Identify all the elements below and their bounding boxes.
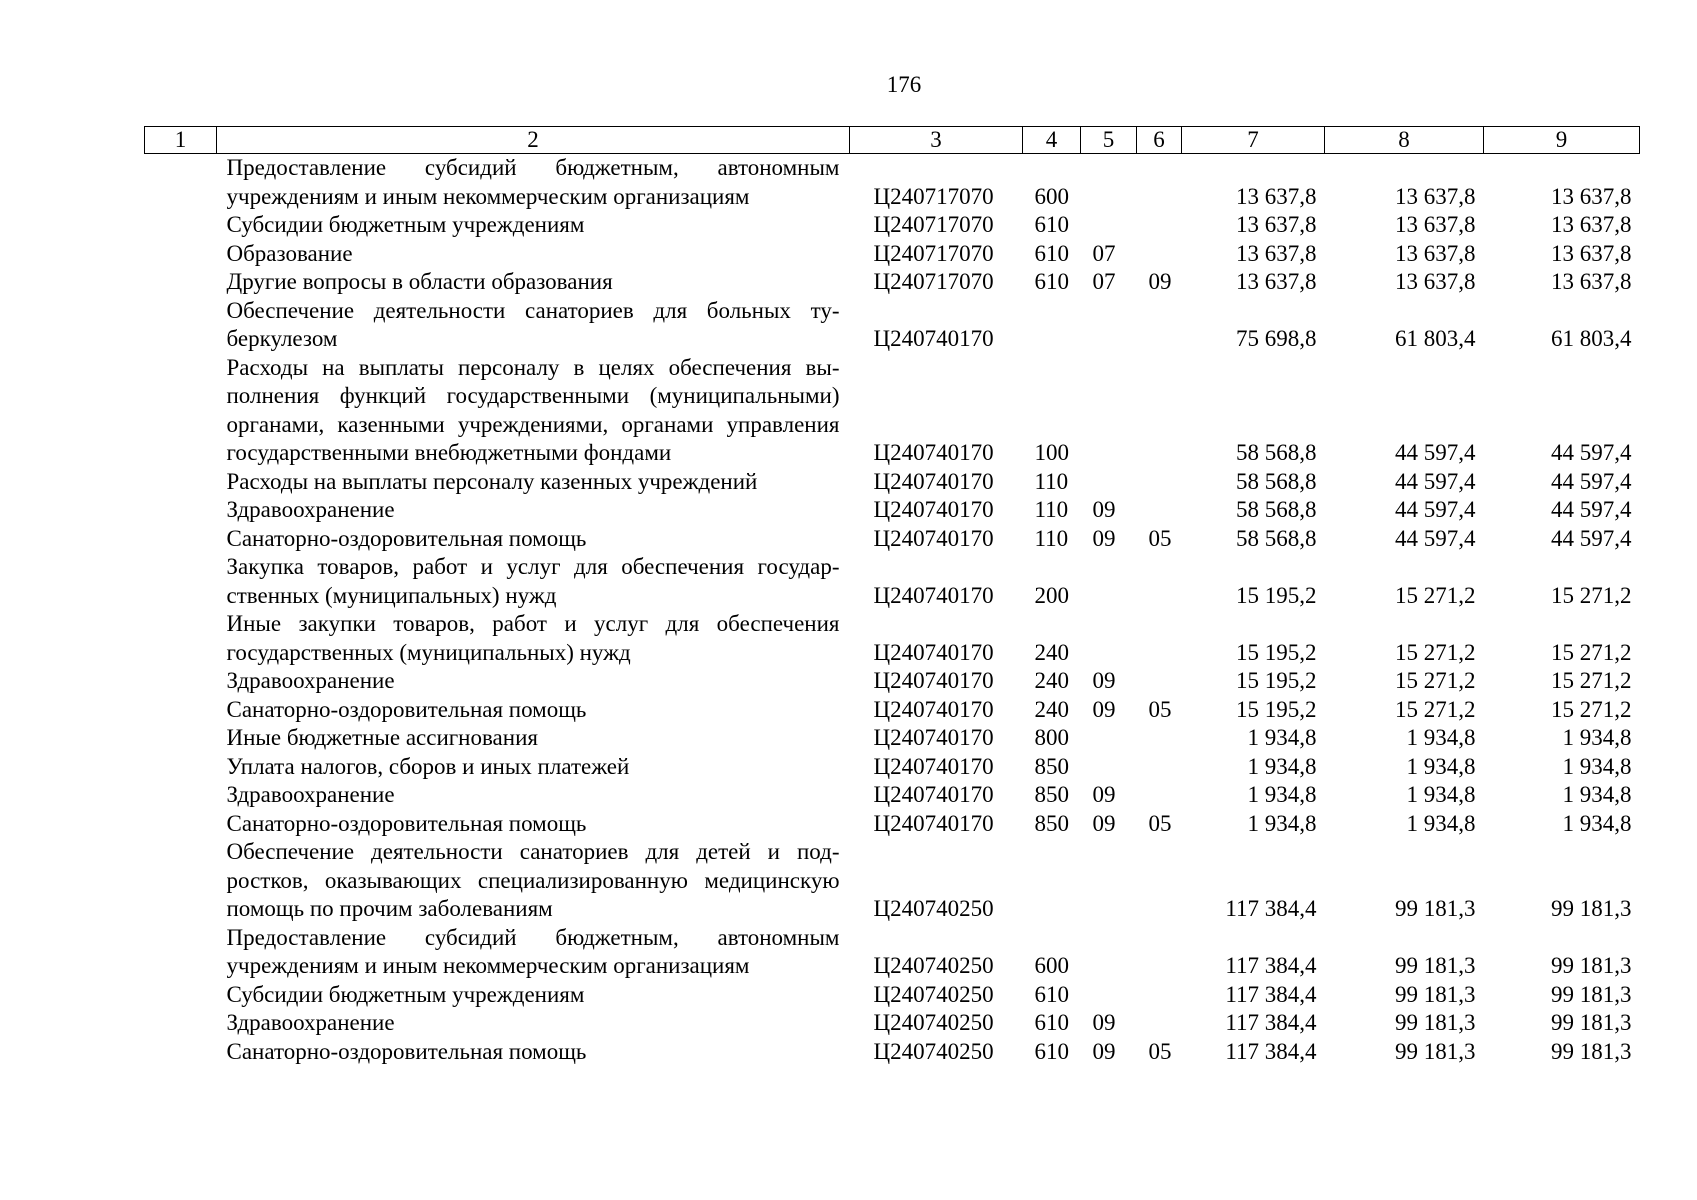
amount-col9-cell: 1 934,8: [1562, 753, 1632, 779]
expense-type-cell: 600: [1034, 183, 1069, 209]
table-row: [145, 810, 1640, 839]
header-cell: 1: [145, 127, 217, 154]
target-code-cell: Ц240717070: [873, 240, 994, 266]
amount-col7-cell: 13 637,8: [1236, 212, 1317, 237]
target-code-cell: Ц240740170: [873, 810, 994, 836]
subsection-cell: [1137, 240, 1182, 269]
amount-col8-cell: 1 934,8: [1406, 782, 1476, 807]
item-name-cell: Здравоохранение: [226, 497, 395, 522]
amount-col8-cell: 61 803,4: [1395, 326, 1476, 351]
section-cell: [1081, 753, 1137, 782]
target-code-cell: Ц240740250: [873, 896, 994, 921]
table-row: [145, 240, 1640, 269]
item-name-cell: Уплата налогов, сборов и иных платежей: [226, 753, 630, 779]
subsection-cell: [1137, 354, 1182, 468]
row-number-cell: [145, 1009, 217, 1038]
target-code-cell: Ц240740250: [873, 953, 994, 978]
expense-type-cell: 600: [1034, 953, 1069, 978]
item-name-cell: Расходы на выплаты персоналу казенных учреждений: [226, 468, 758, 494]
row-number-cell: [145, 553, 217, 610]
target-code-cell: Ц240717070: [873, 212, 994, 237]
amount-col8-cell: 99 181,3: [1395, 981, 1476, 1007]
amount-col7-cell: 1 934,8: [1247, 725, 1317, 750]
amount-col8-cell: 13 637,8: [1395, 240, 1476, 266]
expense-type-cell: 850: [1034, 753, 1069, 779]
amount-col9-cell: 99 181,3: [1551, 981, 1632, 1007]
expense-type-cell: 800: [1034, 725, 1069, 750]
item-name-cell: Субсидии бюджетным учреждениям: [226, 212, 585, 237]
row-number-cell: [145, 268, 217, 297]
section-cell: [1081, 981, 1137, 1010]
row-number-cell: [145, 753, 217, 782]
amount-col8-cell: 1 934,8: [1406, 810, 1476, 836]
section-cell: 09: [1092, 1010, 1116, 1035]
amount-col9-cell: 13 637,8: [1551, 183, 1632, 209]
item-name-cell: Субсидии бюджетным учреждениям: [226, 981, 585, 1007]
table-row: [145, 268, 1640, 297]
amount-col8-cell: 99 181,3: [1395, 1038, 1476, 1064]
table-row: [145, 1038, 1640, 1067]
expense-type-cell: 200: [1034, 582, 1069, 608]
amount-col7-cell: 117 384,4: [1225, 896, 1317, 921]
item-name-cell: Обеспечение деятельности санаториев для детей и подростков, оказывающих специализированную медицинскую помощь по прочим заболеваниям: [226, 839, 840, 921]
amount-col9-cell: 1 934,8: [1562, 810, 1632, 836]
subsection-cell: 05: [1148, 810, 1172, 836]
amount-col8-cell: 13 637,8: [1395, 212, 1476, 237]
row-number-cell: [145, 810, 217, 839]
header-cell: 4: [1023, 127, 1081, 154]
subsection-cell: 05: [1148, 1038, 1172, 1064]
section-cell: 09: [1092, 696, 1116, 722]
amount-col8-cell: 13 637,8: [1395, 269, 1476, 294]
table-row: [145, 667, 1640, 696]
target-code-cell: Ц240740170: [873, 582, 994, 608]
item-name-cell: Санаторно-оздоровительная помощь: [226, 525, 587, 551]
section-cell: 09: [1092, 810, 1116, 836]
amount-col8-cell: 44 597,4: [1395, 525, 1476, 551]
table-row: [145, 525, 1640, 554]
table-row: [145, 838, 1640, 924]
amount-col9-cell: 15 271,2: [1551, 696, 1632, 722]
target-code-cell: Ц240740170: [873, 326, 994, 351]
row-number-cell: [145, 924, 217, 981]
amount-col9-cell: 44 597,4: [1551, 468, 1632, 494]
section-cell: 09: [1092, 668, 1116, 693]
item-name-cell: Здравоохранение: [226, 1010, 395, 1035]
target-code-cell: Ц240740170: [873, 440, 994, 465]
section-cell: [1081, 297, 1137, 354]
subsection-cell: [1137, 553, 1182, 610]
section-cell: [1081, 468, 1137, 497]
budget-table: [144, 126, 1640, 1066]
header-cell: 8: [1325, 127, 1484, 154]
target-code-cell: Ц240740250: [873, 1038, 994, 1064]
subsection-cell: [1137, 781, 1182, 810]
item-name-cell: Санаторно-оздоровительная помощь: [226, 1038, 587, 1064]
amount-col7-cell: 58 568,8: [1236, 440, 1317, 465]
section-cell: [1081, 154, 1137, 212]
target-code-cell: Ц240740170: [873, 497, 994, 522]
item-name-cell: Расходы на выплаты персоналу в целях обеспечения выполнения функций государственными (муниципальными) органами, казенными учреждениями, органами управления государственными внебюджетными фондами: [226, 354, 840, 465]
subsection-cell: [1137, 496, 1182, 525]
amount-col9-cell: 15 271,2: [1551, 582, 1632, 608]
item-name-cell: Предоставление субсидий бюджетным, автономным учреждениям и иным некоммерческим организациям: [226, 155, 840, 209]
amount-col7-cell: 117 384,4: [1225, 981, 1317, 1007]
row-number-cell: [145, 696, 217, 725]
header-cell: 6: [1137, 127, 1182, 154]
amount-col8-cell: 44 597,4: [1395, 440, 1476, 465]
table-row: [145, 468, 1640, 497]
item-name-cell: Образование: [226, 240, 353, 266]
header-cell: 9: [1484, 127, 1640, 154]
subsection-cell: [1137, 753, 1182, 782]
table-row: [145, 781, 1640, 810]
amount-col9-cell: 99 181,3: [1551, 896, 1632, 921]
subsection-cell: 05: [1148, 525, 1172, 551]
expense-type-cell: 240: [1034, 696, 1069, 722]
table-row: [145, 297, 1640, 354]
header-cell: 3: [850, 127, 1023, 154]
amount-col9-cell: 13 637,8: [1551, 212, 1632, 237]
amount-col7-cell: 13 637,8: [1236, 269, 1317, 294]
row-number-cell: [145, 724, 217, 753]
expense-type-cell: 110: [1034, 525, 1069, 551]
amount-col8-cell: 15 271,2: [1395, 696, 1476, 722]
table-row: [145, 724, 1640, 753]
item-name-cell: Предоставление субсидий бюджетным, автономным учреждениям и иным некоммерческим организациям: [226, 924, 840, 978]
row-number-cell: [145, 297, 217, 354]
target-code-cell: Ц240740170: [873, 525, 994, 551]
section-cell: [1081, 354, 1137, 468]
target-code-cell: Ц240740170: [873, 639, 994, 665]
row-number-cell: [145, 240, 217, 269]
subsection-cell: [1137, 211, 1182, 240]
row-number-cell: [145, 838, 217, 924]
target-code-cell: Ц240740250: [873, 1010, 994, 1035]
amount-col9-cell: 99 181,3: [1551, 1038, 1632, 1064]
column-number-header: [145, 127, 1640, 154]
table-row: [145, 154, 1640, 212]
amount-col7-cell: 15 195,2: [1236, 668, 1317, 693]
subsection-cell: [1137, 724, 1182, 753]
amount-col7-cell: 1 934,8: [1247, 810, 1317, 836]
subsection-cell: [1137, 610, 1182, 667]
row-number-cell: [145, 781, 217, 810]
section-cell: 07: [1092, 269, 1116, 294]
amount-col9-cell: 99 181,3: [1551, 953, 1632, 978]
subsection-cell: [1137, 297, 1182, 354]
amount-col8-cell: 13 637,8: [1395, 183, 1476, 209]
expense-type-cell: [1023, 838, 1081, 924]
table-row: [145, 924, 1640, 981]
table-row: [145, 981, 1640, 1010]
amount-col7-cell: 1 934,8: [1247, 753, 1317, 779]
expense-type-cell: [1023, 297, 1081, 354]
expense-type-cell: 610: [1034, 212, 1069, 237]
section-cell: [1081, 924, 1137, 981]
amount-col7-cell: 15 195,2: [1236, 639, 1317, 665]
section-cell: [1081, 610, 1137, 667]
target-code-cell: Ц240740170: [873, 782, 994, 807]
expense-type-cell: 850: [1034, 782, 1069, 807]
subsection-cell: [1137, 838, 1182, 924]
section-cell: [1081, 211, 1137, 240]
amount-col7-cell: 1 934,8: [1247, 782, 1317, 807]
table-row: [145, 496, 1640, 525]
row-number-cell: [145, 525, 217, 554]
amount-col9-cell: 15 271,2: [1551, 668, 1632, 693]
amount-col9-cell: 61 803,4: [1551, 326, 1632, 351]
subsection-cell: [1137, 468, 1182, 497]
section-cell: 09: [1092, 1038, 1116, 1064]
amount-col8-cell: 1 934,8: [1406, 725, 1476, 750]
target-code-cell: Ц240740170: [873, 725, 994, 750]
amount-col8-cell: 1 934,8: [1406, 753, 1476, 779]
table-row: [145, 553, 1640, 610]
amount-col7-cell: 117 384,4: [1225, 1010, 1317, 1035]
subsection-cell: [1137, 1009, 1182, 1038]
amount-col8-cell: 99 181,3: [1395, 1010, 1476, 1035]
table-body: [145, 154, 1640, 1067]
expense-type-cell: 610: [1034, 269, 1069, 294]
expense-type-cell: 610: [1034, 240, 1069, 266]
item-name-cell: Иные бюджетные ассигнования: [226, 725, 538, 750]
amount-col8-cell: 15 271,2: [1395, 582, 1476, 608]
target-code-cell: Ц240740170: [873, 468, 994, 494]
row-number-cell: [145, 610, 217, 667]
row-number-cell: [145, 667, 217, 696]
item-name-cell: Обеспечение деятельности санаториев для больных туберкулезом: [226, 297, 840, 351]
section-cell: 07: [1092, 240, 1116, 266]
target-code-cell: Ц240717070: [873, 269, 994, 294]
amount-col9-cell: 44 597,4: [1551, 497, 1632, 522]
expense-type-cell: 240: [1034, 639, 1069, 665]
section-cell: 09: [1092, 497, 1116, 522]
header-cell: 2: [217, 127, 850, 154]
table-row: [145, 354, 1640, 468]
row-number-cell: [145, 1038, 217, 1067]
amount-col8-cell: 15 271,2: [1395, 639, 1476, 665]
subsection-cell: [1137, 924, 1182, 981]
amount-col9-cell: 13 637,8: [1551, 269, 1632, 294]
expense-type-cell: 610: [1034, 1038, 1069, 1064]
amount-col8-cell: 99 181,3: [1395, 896, 1476, 921]
amount-col7-cell: 117 384,4: [1225, 1038, 1317, 1064]
target-code-cell: Ц240740250: [873, 981, 994, 1007]
target-code-cell: Ц240717070: [873, 183, 994, 209]
table-row: [145, 753, 1640, 782]
amount-col8-cell: 15 271,2: [1395, 668, 1476, 693]
item-name-cell: Санаторно-оздоровительная помощь: [226, 696, 587, 722]
amount-col9-cell: 13 637,8: [1551, 240, 1632, 266]
section-cell: [1081, 724, 1137, 753]
section-cell: [1081, 838, 1137, 924]
expense-type-cell: 610: [1034, 981, 1069, 1007]
header-cell: 5: [1081, 127, 1137, 154]
amount-col9-cell: 44 597,4: [1551, 525, 1632, 551]
section-cell: [1081, 553, 1137, 610]
header-cell: 7: [1182, 127, 1325, 154]
section-cell: 09: [1092, 782, 1116, 807]
row-number-cell: [145, 981, 217, 1010]
amount-col9-cell: 44 597,4: [1551, 440, 1632, 465]
amount-col7-cell: 13 637,8: [1236, 183, 1317, 209]
target-code-cell: Ц240740170: [873, 668, 994, 693]
row-number-cell: [145, 468, 217, 497]
amount-col9-cell: 99 181,3: [1551, 1010, 1632, 1035]
amount-col9-cell: 15 271,2: [1551, 639, 1632, 665]
amount-col8-cell: 44 597,4: [1395, 497, 1476, 522]
row-number-cell: [145, 354, 217, 468]
amount-col7-cell: 58 568,8: [1236, 497, 1317, 522]
amount-col7-cell: 75 698,8: [1236, 326, 1317, 351]
amount-col7-cell: 15 195,2: [1236, 582, 1317, 608]
item-name-cell: Здравоохранение: [226, 782, 395, 807]
row-number-cell: [145, 211, 217, 240]
expense-type-cell: 850: [1034, 810, 1069, 836]
amount-col7-cell: 58 568,8: [1236, 468, 1317, 494]
expense-type-cell: 110: [1034, 468, 1069, 494]
expense-type-cell: 100: [1034, 440, 1069, 465]
amount-col7-cell: 13 637,8: [1236, 240, 1317, 266]
page-number: 176: [886, 72, 922, 97]
target-code-cell: Ц240740170: [873, 753, 994, 779]
amount-col9-cell: 1 934,8: [1562, 782, 1632, 807]
item-name-cell: Закупка товаров, работ и услуг для обеспечения государственных (муниципальных) нужд: [226, 554, 840, 608]
target-code-cell: Ц240740170: [873, 696, 994, 722]
item-name-cell: Санаторно-оздоровительная помощь: [226, 810, 587, 836]
subsection-cell: [1137, 154, 1182, 212]
table-row: [145, 1009, 1640, 1038]
amount-col7-cell: 58 568,8: [1236, 525, 1317, 551]
expense-type-cell: 610: [1034, 1010, 1069, 1035]
amount-col7-cell: 117 384,4: [1225, 953, 1317, 978]
table-row: [145, 610, 1640, 667]
item-name-cell: Здравоохранение: [226, 668, 395, 693]
expense-type-cell: 240: [1034, 668, 1069, 693]
row-number-cell: [145, 154, 217, 212]
amount-col8-cell: 44 597,4: [1395, 468, 1476, 494]
amount-col7-cell: 15 195,2: [1236, 696, 1317, 722]
expense-type-cell: 110: [1034, 497, 1069, 522]
row-number-cell: [145, 496, 217, 525]
item-name-cell: Другие вопросы в области образования: [226, 269, 613, 294]
table-row: [145, 696, 1640, 725]
subsection-cell: [1137, 981, 1182, 1010]
subsection-cell: [1137, 667, 1182, 696]
amount-col8-cell: 99 181,3: [1395, 953, 1476, 978]
subsection-cell: 09: [1148, 269, 1172, 294]
item-name-cell: Иные закупки товаров, работ и услуг для обеспечения государственных (муниципальных) нужд: [226, 611, 840, 665]
section-cell: 09: [1092, 525, 1116, 551]
subsection-cell: 05: [1148, 696, 1172, 722]
amount-col9-cell: 1 934,8: [1562, 725, 1632, 750]
table-row: [145, 211, 1640, 240]
